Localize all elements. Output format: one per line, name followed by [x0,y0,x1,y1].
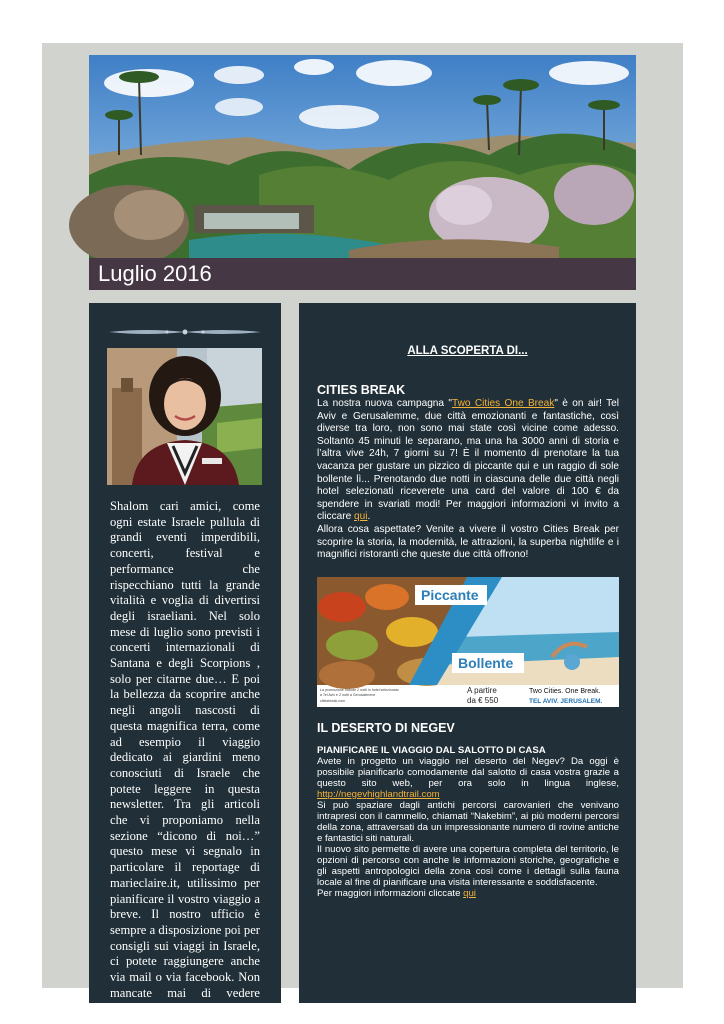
ad-fine-print-1: La promozione include 2 notti in hotel selezionato [320,688,399,692]
negev-more-link[interactable]: qui [463,888,476,899]
article-body-negev: PIANIFICARE IL VIAGGIO DAL SALOTTO DI CASA Avete in progetto un viaggio nel deserto del Negev? Da oggi è possibile pianificarlo comodamente dal salotto di casa vostra grazie a questo sito web, per ora solo in lingua inglese, http://negevhighlandtrail.com Si può spaziare dagli antichi percorsi carovanieri che venivano intrapresi con il cammello, chiamati “Nakebim”, ai più moderni percorsi della zona, attraversati da un impressionante numero di rovine antiche e fantastici siti naturali. Il nuovo sito permette di avere una copertura completa del territorio, le opzioni di percorso con anche le informazioni storiche, geografiche e gli aspetti antropologici della zona così come i dettagli sulla fauna locale al fine di pianificare una visita interessante e soddisfacente. Per maggiori informazioni cliccate qui [317,745,619,899]
ornamental-divider-icon [107,328,263,336]
article-title-negev: IL DESERTO DI NEGEV [317,721,455,735]
info-link[interactable]: qui [354,511,368,523]
ad-fine-print-2: a Tel Aviv e 2 notti a Gerusalemme [320,693,376,697]
negev-site-link[interactable]: http://negevhighlandtrail.com [317,789,440,800]
title-bar [89,258,636,290]
ad-cities: TEL AVIV. JERUSALEM. [529,698,603,705]
article-body-cities-break: La nostra nuova campagna "Two Cities One Break" è on air! Tel Aviv e Gerusalemme, due città emozionanti e fantastiche, così diverse tra loro, non sono mai state così vicine come adesso. Soltanto 45 minuti le separano, ma una ha 3000 anni di storia e l’altra vive 24h, 7 giorni su 7! È il momento di prenotare la tua vacanza per gustare un pizzico di piccante qui e un raggio di sole bollente lì... Prenotando due notti in ciascuna delle due città negli hotel selezionati riceverete una card del valore di 100 € da spendere in svariati modi! Per maggiori informazioni vi invito a cliccare qui. Allora cosa aspettate? Venite a vivere il vostro Cities Break per scoprire la storia, la modernità, le attrazioni, la superba nightlife e i magnifici ristoranti che queste due città offrono! [317,398,619,561]
newsletter-month-title: Luglio 2016 [98,261,212,286]
ad-price: da € 550 [467,696,499,705]
hero-garden-image [89,55,636,258]
ad-price-prefix: A partire [467,686,497,695]
section-title: ALLA SCOPERTA DI... [407,345,528,357]
article-title-cities-break: CITIES BREAK [317,383,406,397]
article-subtitle-negev: PIANIFICARE IL VIAGGIO DAL SALOTTO DI CASA [317,745,546,756]
ad-word-piccante: Piccante [421,587,479,603]
main-content [299,303,636,1003]
editor-portrait [107,348,262,485]
newsletter-frame [42,43,683,1016]
editor-letter: Shalom cari amici, come ogni estate Israele pullula di grandi eventi imperdibili, concerti, festival e performance che rispecchiano tutti la grande vitalità e voglia di divertirsi degli israeliani. Nel solo mese di luglio sono previsti i concerti internazionali di Santana e degli Scorpions , solo per citarne due… E poi la bellezza da scoprire anche negli angoli nascosti di questa magnifica terra, come ad esempio il viaggio dedicato ai giardini meno conosciuti di Israele che potete leggere in questa newsletter. Tra gli articoli che vi proponiamo nella sezione “dicono di noi…” questo mese vi segnalo in particolare il reportage di marieclaire.it, utilissimo per pianificare il vostro viaggio a breve. Il nostro ufficio è sempre a disposizione poi per consigli sui viaggi in Israele, ci potete raggiungere anche via mail o via facebook. Non mancate mai di vedere comunque la [110,499,260,1016]
ad-brand: Two Cities. One Break. [529,688,601,695]
ad-site: citiesbreak.com [320,699,345,703]
editor-sidebar [89,303,281,1016]
cities-break-ad-banner[interactable] [317,577,619,707]
campaign-link[interactable]: Two Cities One Break [452,398,555,409]
ad-word-bollente: Bollente [458,655,514,671]
